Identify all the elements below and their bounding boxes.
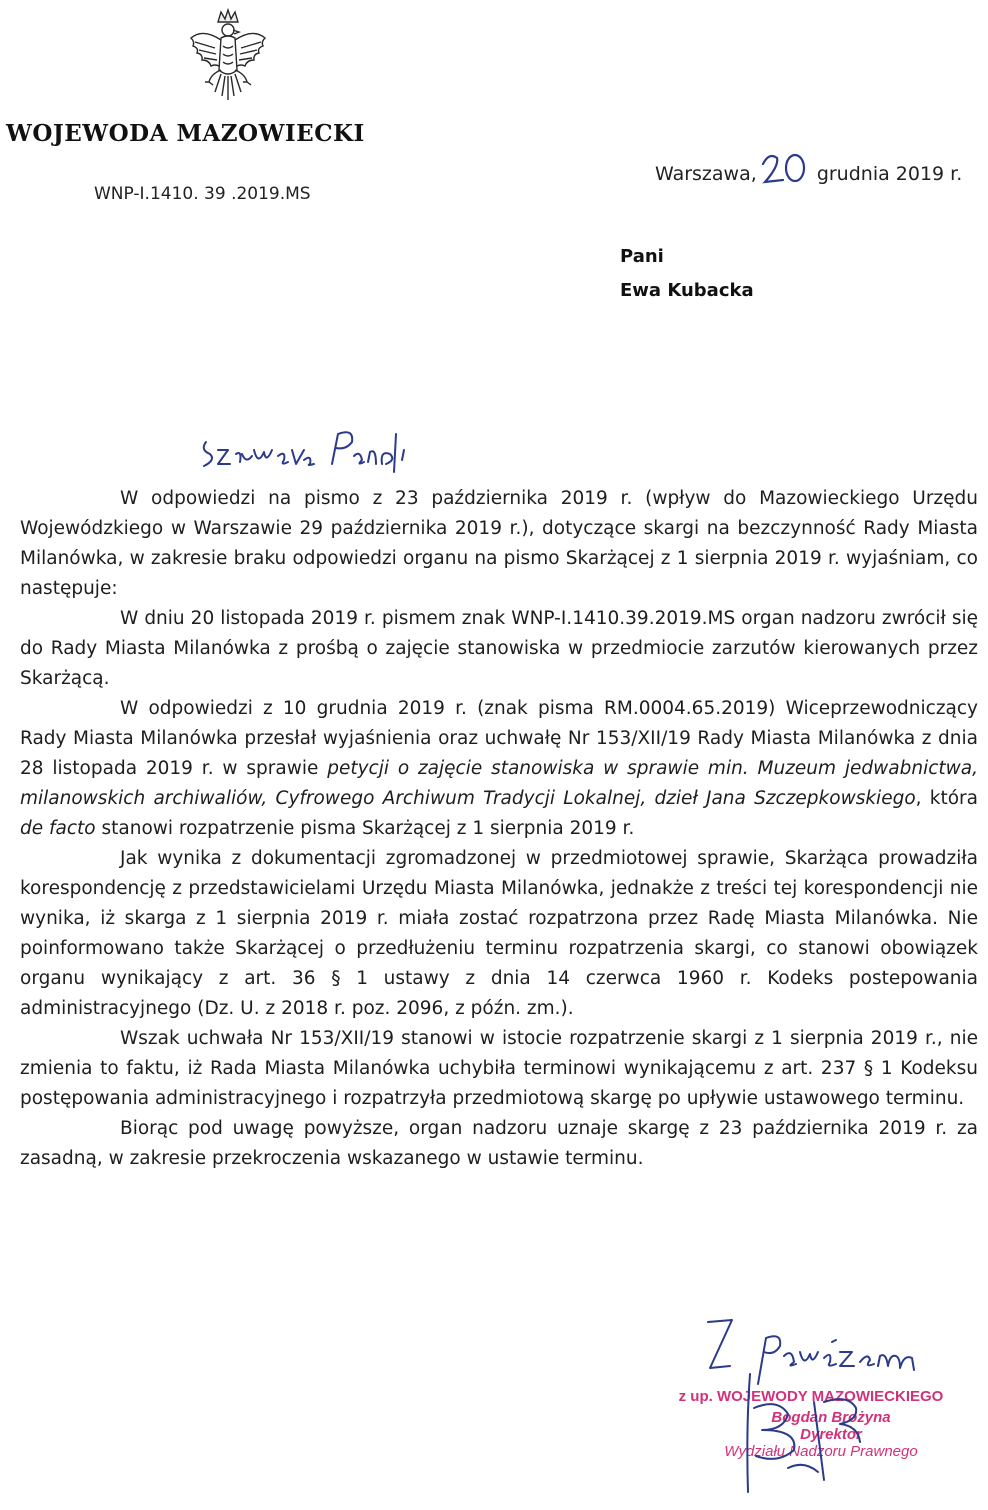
- stamp-name: Bogdan Brożyna: [771, 1409, 891, 1426]
- handwritten-day: [757, 150, 811, 190]
- body-paragraph: W odpowiedzi na pismo z 23 października 2019 r. (wpływ do Mazowieckiego Urzędu Wojewódzkiego w Warszawie 29 października 2019 r.), dotyczące skargi na bezczynność Rady Miasta Milanówka, w zakresie braku odpowiedzi organu na pismo Skarżącej z 1 sierpnia 2019 r. wyjaśniam, co następuje:: [20, 488, 978, 599]
- body-text: , która: [915, 788, 978, 809]
- body-paragraph: Jak wynika z dokumentacji zgromadzonej w przedmiotowej sprawie, Skarżąca prowadziła korespondencję z przedstawicielami Urzędu Miasta Milanówka, jednakże z treści tej korespondencji nie wynika, iż skarga z 1 sierpnia 2019 r. miała zostać rozpatrzona przez Radę Miasta Milanówka. Nie poinformowano także Skarżącej o przedłużeniu terminu rozpatrzenia skargi, co stanowi obowiązek organu wynikający z art. 36 § 1 ustawy z dnia 14 czerwca 1960 r. Kodeks postepowania administracyjnego (Dz. U. z 2018 r. poz. 2096, z późn. zm.).: [20, 848, 978, 1019]
- recipient-title: Pani: [620, 246, 664, 267]
- place-prefix: Warszawa,: [655, 163, 757, 185]
- reference-number: WNP-I.1410. 39 .2019.MS: [94, 184, 311, 204]
- recipient-block: [620, 240, 754, 308]
- body-paragraph: Biorąc pod uwagę powyższe, organ nadzoru uznaje skargę z 23 października 2019 r. za zasadną, w zakresie przekroczenia wskazanego w ustawie terminu.: [20, 1118, 978, 1169]
- de-facto-italic: de facto: [20, 818, 96, 839]
- handwritten-salutation: [196, 420, 496, 490]
- body-text: stanowi rozpatrzenie pisma Skarżącej z 1 sierpnia 2019 r.: [95, 818, 635, 839]
- handwritten-signature: [728, 1368, 878, 1498]
- body-paragraph: [20, 694, 978, 844]
- polish-eagle-emblem-icon: [185, 8, 271, 108]
- stamp-authority: z up. WOJEWODY MAZOWIECKIEGO: [678, 1388, 944, 1405]
- recipient-name: Ewa Kubacka: [620, 280, 754, 301]
- office-title: WOJEWODA MAZOWIECKI: [6, 120, 365, 147]
- stamp-department: Wydziału Nadzoru Prawnego: [724, 1443, 918, 1460]
- date-suffix: grudnia 2019 r.: [816, 163, 963, 185]
- stamp-role: Dyrektor: [800, 1426, 862, 1443]
- body-text: W odpowiedzi z 10 grudnia 2019 r. (znak pisma RM.0004.65.2019) Wiceprzewodniczący Rady Miasta Milanówka przesłał wyjaśnienia oraz uchwałę Nr 153/XII/19 Rady Miasta Milanówka z dnia 28 listopada 2019 r. w sprawie: [20, 698, 978, 779]
- petition-title-italic: petycji o zajęcie stanowiska w sprawie min. Muzeum jedwabnictwa, milanowskich archiwaliów, Cyfrowego Archiwum Tradycji Lokalnej, dzieł Jana Szczepkowskiego: [20, 758, 979, 809]
- body-paragraph: W dniu 20 listopada 2019 r. pismem znak WNP-I.1410.39.2019.MS organ nadzoru zwrócił się do Rady Miasta Milanówka z prośbą o zajęcie stanowiska w przedmiocie zarzutów kierowanych przez Skarżącą.: [20, 608, 978, 689]
- body-paragraph: Wszak uchwała Nr 153/XII/19 stanowi w istocie rozpatrzenie skargi z 1 sierpnia 2019 r., nie zmienia to faktu, iż Rada Miasta Milanówka uchybiła terminowi wynikającemu z art. 237 § 1 Kodeksu postępowania administracyjnego i rozpatrzyła przedmiotową skargę po upływie ustawowego terminu.: [20, 1028, 978, 1109]
- letter-body: [20, 484, 978, 1174]
- place-and-date: [655, 150, 962, 190]
